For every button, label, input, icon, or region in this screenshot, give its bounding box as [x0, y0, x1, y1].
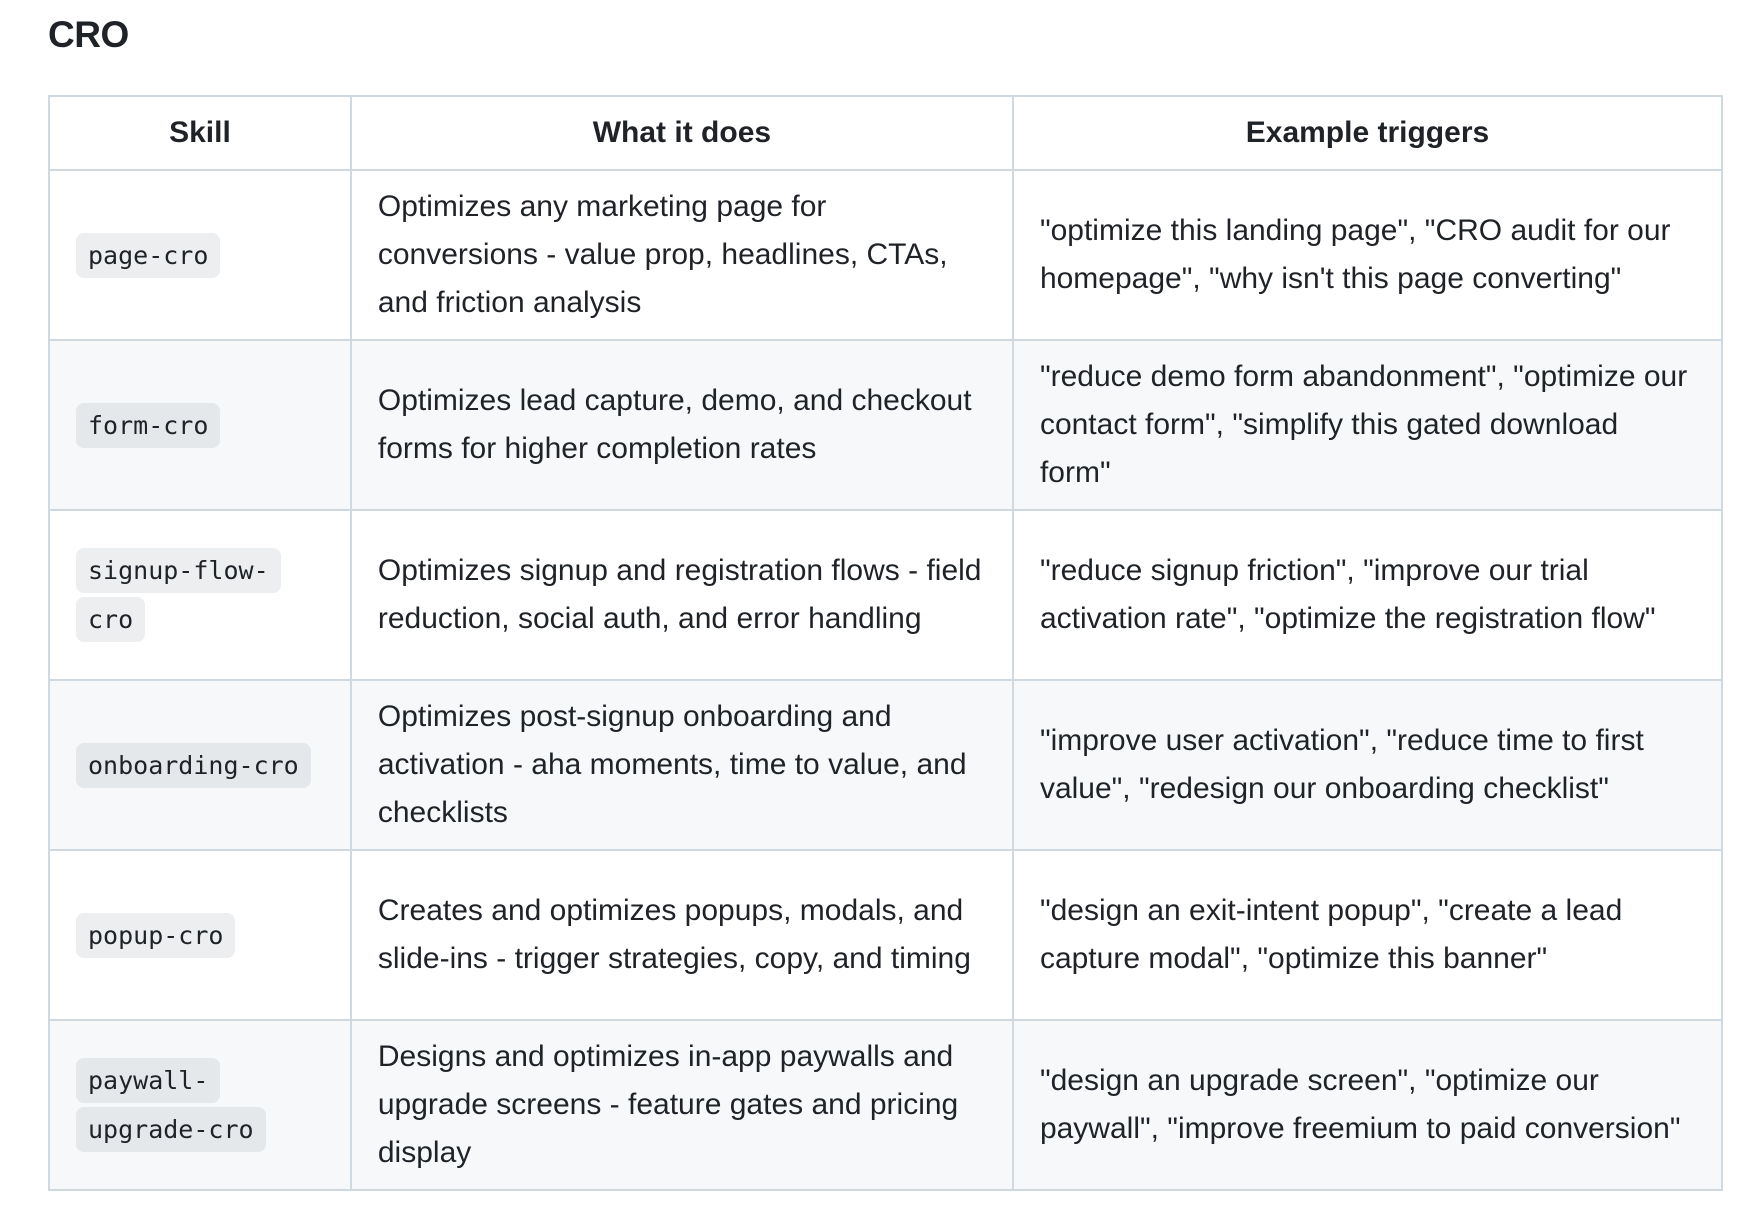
table-row	[49, 340, 1722, 510]
triggers-cell: "reduce demo form abandonment", "optimize our contact form", "simplify this gated download form"	[1013, 340, 1722, 510]
header-what-it-does: What it does	[351, 96, 1013, 170]
triggers-cell: "improve user activation", "reduce time to first value", "redesign our onboarding checklist"	[1013, 680, 1722, 850]
skill-code: popup-cro	[76, 913, 235, 958]
skills-table	[48, 95, 1723, 1191]
table-header-row	[49, 96, 1722, 170]
description-cell: Optimizes lead capture, demo, and checkout forms for higher completion rates	[351, 340, 1013, 510]
description-cell: Creates and optimizes popups, modals, and slide-ins - trigger strategies, copy, and timing	[351, 850, 1013, 1020]
skill-cell	[49, 850, 351, 1020]
skill-code: page-cro	[76, 233, 220, 278]
skill-cell	[49, 170, 351, 340]
table-row	[49, 1020, 1722, 1190]
description-cell: Designs and optimizes in-app paywalls and upgrade screens - feature gates and pricing display	[351, 1020, 1013, 1190]
triggers-cell: "design an upgrade screen", "optimize our paywall", "improve freemium to paid conversion"	[1013, 1020, 1722, 1190]
triggers-cell: "optimize this landing page", "CRO audit for our homepage", "why isn't this page converting"	[1013, 170, 1722, 340]
skill-cell	[49, 340, 351, 510]
table-row	[49, 170, 1722, 340]
triggers-cell: "design an exit-intent popup", "create a lead capture modal", "optimize this banner"	[1013, 850, 1722, 1020]
skill-cell	[49, 510, 351, 680]
description-cell: Optimizes signup and registration flows - field reduction, social auth, and error handling	[351, 510, 1013, 680]
table-row	[49, 510, 1722, 680]
skill-code: paywall-upgrade-cro	[76, 1058, 266, 1152]
header-skill: Skill	[49, 96, 351, 170]
header-example-triggers: Example triggers	[1013, 96, 1722, 170]
description-cell: Optimizes any marketing page for conversions - value prop, headlines, CTAs, and friction analysis	[351, 170, 1013, 340]
table-row	[49, 680, 1722, 850]
skill-code: signup-flow-cro	[76, 548, 281, 642]
description-cell: Optimizes post-signup onboarding and activation - aha moments, time to value, and checklists	[351, 680, 1013, 850]
skill-cell	[49, 1020, 351, 1190]
skill-code: onboarding-cro	[76, 743, 311, 788]
skill-cell	[49, 680, 351, 850]
triggers-cell: "reduce signup friction", "improve our trial activation rate", "optimize the registration flow"	[1013, 510, 1722, 680]
section-heading: CRO	[48, 14, 129, 55]
skill-code: form-cro	[76, 403, 220, 448]
table-row	[49, 850, 1722, 1020]
